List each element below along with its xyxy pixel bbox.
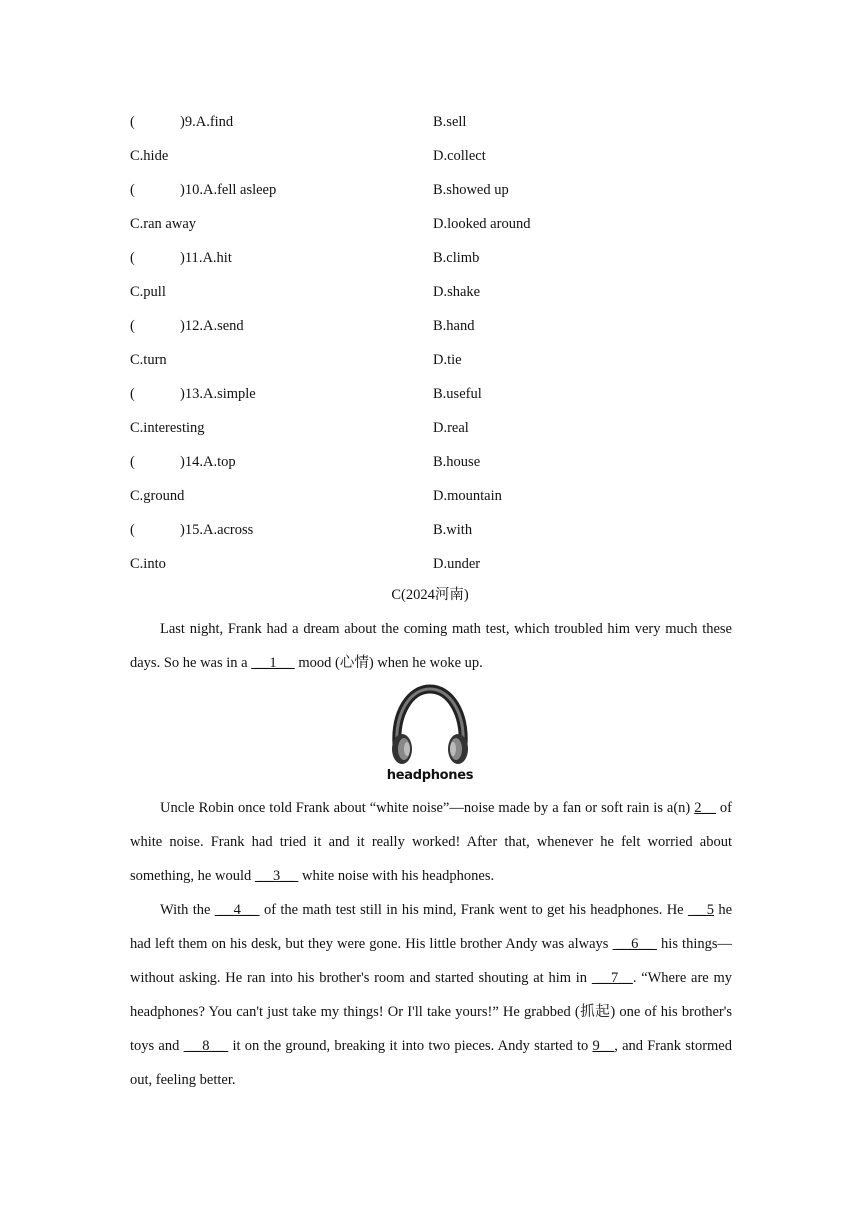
question-row (130, 520, 740, 540)
question-row (130, 486, 740, 506)
answer-blank[interactable]: ( (130, 522, 135, 538)
option-b: B.showed up (433, 182, 509, 198)
question-number-and-option-a: ( )9.A.find (130, 114, 234, 130)
question-row (130, 384, 740, 404)
blank-6: __6__ (612, 936, 657, 952)
paragraph-text: white noise with his headphones. (298, 868, 495, 884)
blank-3: __3__ (254, 868, 299, 884)
question-row (130, 418, 740, 438)
question-number: 15 (184, 522, 200, 538)
paragraph-text: of the math test still in his mind, Frank went to get his headphones. He (259, 902, 688, 918)
question-number: 14 (184, 454, 200, 470)
option-c: C.ground (130, 488, 185, 504)
option-a: A.top (202, 454, 236, 470)
option-d: D.looked around (433, 216, 531, 232)
question-number-and-option-a: ( )14.A.top (130, 454, 236, 470)
option-a: A.find (195, 114, 234, 130)
option-d: D.under (433, 556, 481, 572)
question-number-and-option-a: ( )11.A.hit (130, 250, 232, 266)
image-caption: headphones (386, 768, 474, 783)
option-a: A.across (202, 522, 254, 538)
option-d: D.tie (433, 352, 462, 368)
paragraph-text: Uncle Robin once told Frank about “white noise”—noise made by a fan or soft rain is a(n) (160, 800, 695, 816)
option-b: B.with (433, 522, 473, 538)
paragraph-text: it on the ground, breaking it into two pieces. Andy started to (228, 1038, 593, 1054)
paragraph-3 (130, 893, 732, 1097)
blank-9: 9__ (592, 1038, 615, 1054)
question-row (130, 350, 740, 370)
question-number: 11 (184, 250, 199, 266)
paragraph-text: With the (160, 902, 215, 918)
question-row (130, 248, 740, 268)
blank-5: __5 (687, 902, 715, 918)
question-number: 13 (184, 386, 200, 402)
paragraph-text: he had left them on his desk, but they were gone. His little brother Andy was always (130, 902, 733, 952)
option-a: A.hit (202, 250, 232, 266)
option-b: B.useful (433, 386, 482, 402)
question-row (130, 112, 740, 132)
option-b: B.hand (433, 318, 475, 334)
option-a: A.fell asleep (202, 182, 277, 198)
question-number: 9 (184, 114, 193, 130)
option-a: A.send (202, 318, 244, 334)
option-c: C.ran away (130, 216, 197, 232)
paragraph-text: mood (心情) when he woke up. (294, 655, 483, 671)
question-number-and-option-a: ( )10.A.fell asleep (130, 182, 277, 198)
option-d: D.real (433, 420, 469, 436)
answer-blank[interactable]: ( (130, 182, 135, 198)
option-c: C.pull (130, 284, 166, 300)
option-a: A.simple (202, 386, 256, 402)
option-d: D.mountain (433, 488, 502, 504)
question-number: 10 (184, 182, 200, 198)
paragraph-text: his things—without asking. He ran into his brother's room and started shouting at him in (130, 936, 732, 986)
option-c: C.turn (130, 352, 167, 368)
option-d: D.shake (433, 284, 481, 300)
question-row (130, 180, 740, 200)
blank-4: __4__ (214, 902, 260, 918)
answer-blank[interactable]: ( (130, 318, 135, 334)
question-row (130, 554, 740, 574)
option-d: D.collect (433, 148, 486, 164)
question-number-and-option-a: ( )12.A.send (130, 318, 244, 334)
option-b: B.climb (433, 250, 480, 266)
question-number-and-option-a: ( )13.A.simple (130, 386, 256, 402)
blank-8: __8__ (183, 1038, 229, 1054)
paragraph-2 (130, 791, 732, 893)
option-b: B.house (433, 454, 481, 470)
paragraph-1 (130, 612, 732, 680)
option-b: B.sell (433, 114, 467, 130)
blank-2: 2__ (694, 800, 716, 816)
blank-7: __7__ (591, 970, 633, 986)
paragraph-text: , and Frank stormed out, feeling better. (130, 1038, 732, 1088)
answer-blank[interactable]: ( (130, 454, 135, 470)
paragraph-text: . “Where are my headphones? You can't just take my things! Or I'll take yours!” He grabbed (抓起) one of his brother's toys and (130, 970, 732, 1054)
question-row (130, 282, 740, 302)
question-row (130, 214, 740, 234)
question-number-and-option-a: ( )15.A.across (130, 522, 254, 538)
section-title: C(2024河南) (391, 587, 469, 603)
option-c: C.hide (130, 148, 169, 164)
question-row (130, 316, 740, 336)
paragraph-text: Last night, Frank had a dream about the coming math test, which troubled him very much these days. So he was in a (130, 621, 732, 671)
answer-blank[interactable]: ( (130, 114, 135, 130)
question-row (130, 452, 740, 472)
question-number: 12 (184, 318, 200, 334)
blank-1: __1__ (251, 655, 295, 671)
option-c: C.into (130, 556, 166, 572)
option-c: C.interesting (130, 420, 205, 436)
answer-blank[interactable]: ( (130, 386, 135, 402)
answer-blank[interactable]: ( (130, 250, 135, 266)
paragraph-text: of white noise. Frank had tried it and it really worked! After that, whenever he felt worried about something, he would (130, 800, 732, 884)
question-row (130, 146, 740, 166)
